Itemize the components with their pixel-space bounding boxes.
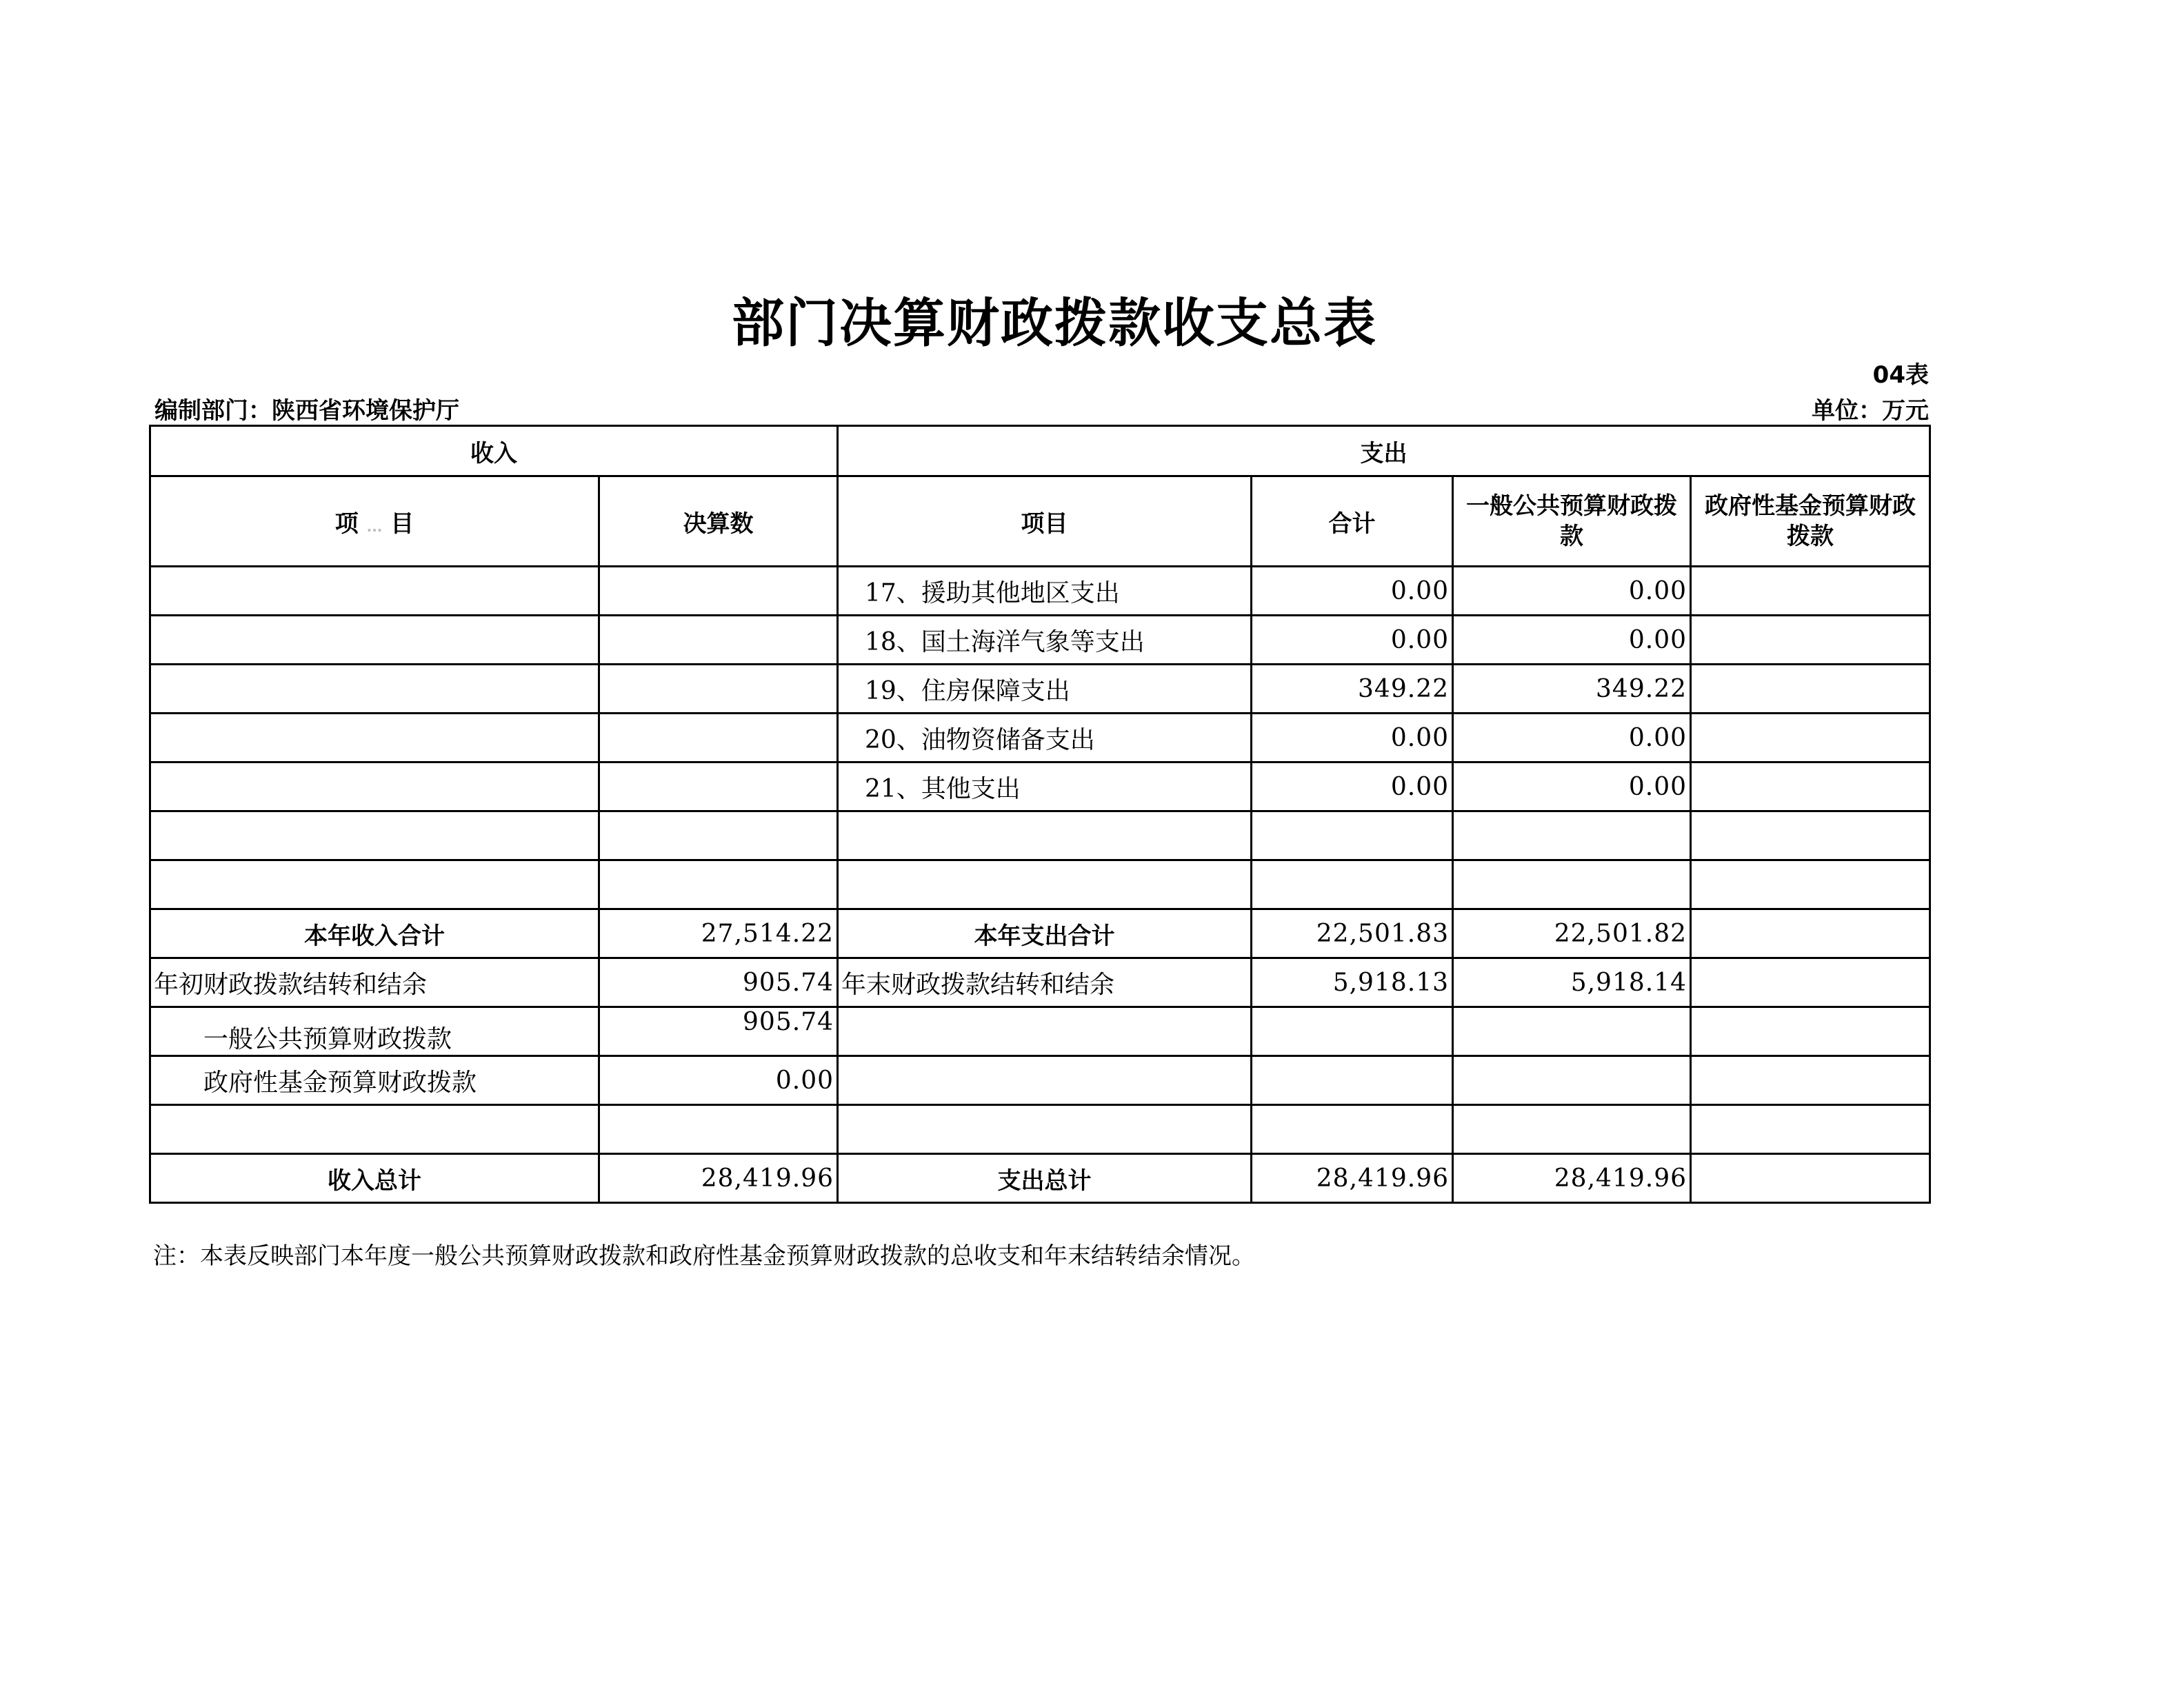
income-grand-total-amount: 28,419.96 [599, 1154, 838, 1203]
income-amount-cell [599, 616, 838, 665]
unit-label: 单位：万元 [1812, 397, 1929, 425]
expense-subtotal-total: 22,501.83 [1252, 909, 1453, 958]
expense-total-cell [1252, 811, 1453, 860]
header-row-columns [150, 476, 1930, 567]
income-item-cell [150, 616, 599, 665]
income-item-cell [150, 762, 599, 811]
budget-table [149, 425, 1931, 1204]
page-title: 部门决算财政拨款收支总表 [732, 292, 1377, 354]
income-grand-total-label: 收入总计 [150, 1154, 599, 1203]
income-amount-cell [599, 811, 838, 860]
expense-general-cell [1453, 1007, 1691, 1056]
income-carryover-label: 年初财政拨款结转和结余 [150, 958, 599, 1007]
expense-item-cell [838, 860, 1252, 909]
expense-fund-cell [1691, 665, 1930, 714]
expense-carryover-label: 年末财政拨款结转和结余 [838, 958, 1252, 1007]
expense-item-cell: 21、其他支出 [838, 762, 1252, 811]
income-amount-cell [599, 860, 838, 909]
table-row [150, 860, 1930, 909]
expense-fund-cell [1691, 811, 1930, 860]
income-carryover-amount: 905.74 [599, 958, 838, 1007]
expense-fund-cell [1691, 860, 1930, 909]
income-amount-header: 决算数 [599, 476, 838, 567]
expense-carryover-fund [1691, 958, 1930, 1007]
expense-subtotal-general: 22,501.82 [1453, 909, 1691, 958]
expense-general-cell [1453, 1105, 1691, 1154]
footnote: 注：本表反映部门本年度一般公共预算财政拨款和政府性基金预算财政拨款的总收支和年末结转结余情况。 [153, 1242, 1255, 1270]
income-item-header-a: 项 [334, 509, 359, 538]
expense-fund-cell [1691, 1007, 1930, 1056]
expense-item-cell [838, 1007, 1252, 1056]
income-item-cell: 政府性基金预算财政拨款 [150, 1056, 599, 1105]
expense-fund-cell [1691, 762, 1930, 811]
expense-carryover-total: 5,918.13 [1252, 958, 1453, 1007]
expense-total-cell: 0.00 [1252, 714, 1453, 762]
expense-general-cell: 0.00 [1453, 714, 1691, 762]
table-row-grand-total [150, 1154, 1930, 1203]
table-row [150, 1056, 1930, 1105]
expense-grand-total-fund [1691, 1154, 1930, 1203]
expense-subtotal-fund [1691, 909, 1930, 958]
table-row-carryover [150, 958, 1930, 1007]
income-amount-cell: 0.00 [599, 1056, 838, 1105]
expense-grand-total-label: 支出总计 [838, 1154, 1252, 1203]
expense-general-cell [1453, 860, 1691, 909]
income-item-cell [150, 567, 599, 616]
income-item-header [150, 476, 599, 567]
expense-fund-cell [1691, 1105, 1930, 1154]
expense-total-cell [1252, 1007, 1453, 1056]
income-item-cell [150, 1105, 599, 1154]
expense-carryover-general: 5,918.14 [1453, 958, 1691, 1007]
expense-total-cell: 0.00 [1252, 762, 1453, 811]
table-row [150, 567, 1930, 616]
expense-fund-cell [1691, 567, 1930, 616]
expense-fund-cell [1691, 714, 1930, 762]
income-item-cell [150, 860, 599, 909]
expense-total-cell [1252, 1105, 1453, 1154]
table-row [150, 665, 1930, 714]
table-row [150, 1007, 1930, 1056]
income-amount-cell [599, 714, 838, 762]
expense-grand-total-general: 28,419.96 [1453, 1154, 1691, 1203]
expense-subtotal-label: 本年支出合计 [838, 909, 1252, 958]
expense-item-cell [838, 811, 1252, 860]
income-item-cell: 一般公共预算财政拨款 [150, 1007, 599, 1056]
expense-general-cell: 349.22 [1453, 665, 1691, 714]
expense-general-cell: 0.00 [1453, 762, 1691, 811]
expense-item-header: 项目 [838, 476, 1252, 567]
income-item-header-b: 目 [390, 509, 414, 538]
expense-fund-cell [1691, 616, 1930, 665]
income-amount-cell [599, 665, 838, 714]
expense-total-cell: 0.00 [1252, 567, 1453, 616]
expense-item-cell: 19、住房保障支出 [838, 665, 1252, 714]
expense-item-cell: 20、油物资储备支出 [838, 714, 1252, 762]
income-header: 收入 [150, 426, 838, 476]
income-subtotal-label: 本年收入合计 [150, 909, 599, 958]
income-subtotal-amount: 27,514.22 [599, 909, 838, 958]
expense-fund-cell [1691, 1056, 1930, 1105]
expense-general-cell [1453, 1056, 1691, 1105]
expense-fund-header: 政府性基金预算财政拨款 [1691, 476, 1930, 567]
expense-general-cell: 0.00 [1453, 567, 1691, 616]
expense-general-cell [1453, 811, 1691, 860]
income-item-cell [150, 811, 599, 860]
expense-total-cell: 0.00 [1252, 616, 1453, 665]
table-row [150, 762, 1930, 811]
expense-header: 支出 [838, 426, 1930, 476]
form-number: 04表 [1872, 361, 1929, 389]
income-amount-cell [599, 1105, 838, 1154]
expense-general-cell: 0.00 [1453, 616, 1691, 665]
income-item-cell [150, 665, 599, 714]
table-row [150, 714, 1930, 762]
expense-item-cell: 18、国土海洋气象等支出 [838, 616, 1252, 665]
income-amount-cell [599, 567, 838, 616]
income-amount-cell: 905.74 [599, 1007, 838, 1056]
income-item-cell [150, 714, 599, 762]
expense-item-cell [838, 1056, 1252, 1105]
table-row-subtotal [150, 909, 1930, 958]
expense-total-header: 合计 [1252, 476, 1453, 567]
expense-item-cell [838, 1105, 1252, 1154]
expense-total-cell [1252, 1056, 1453, 1105]
expense-general-header: 一般公共预算财政拨款 [1453, 476, 1691, 567]
table-row [150, 616, 1930, 665]
income-amount-cell [599, 762, 838, 811]
expense-total-cell [1252, 860, 1453, 909]
expense-item-cell: 17、援助其他地区支出 [838, 567, 1252, 616]
department-label: 编制部门：陕西省环境保护厅 [154, 397, 459, 425]
table-row [150, 811, 1930, 860]
income-item-header-dots: ... [366, 518, 383, 535]
table-row [150, 1105, 1930, 1154]
expense-grand-total-total: 28,419.96 [1252, 1154, 1453, 1203]
expense-total-cell: 349.22 [1252, 665, 1453, 714]
header-row-group [150, 426, 1930, 476]
